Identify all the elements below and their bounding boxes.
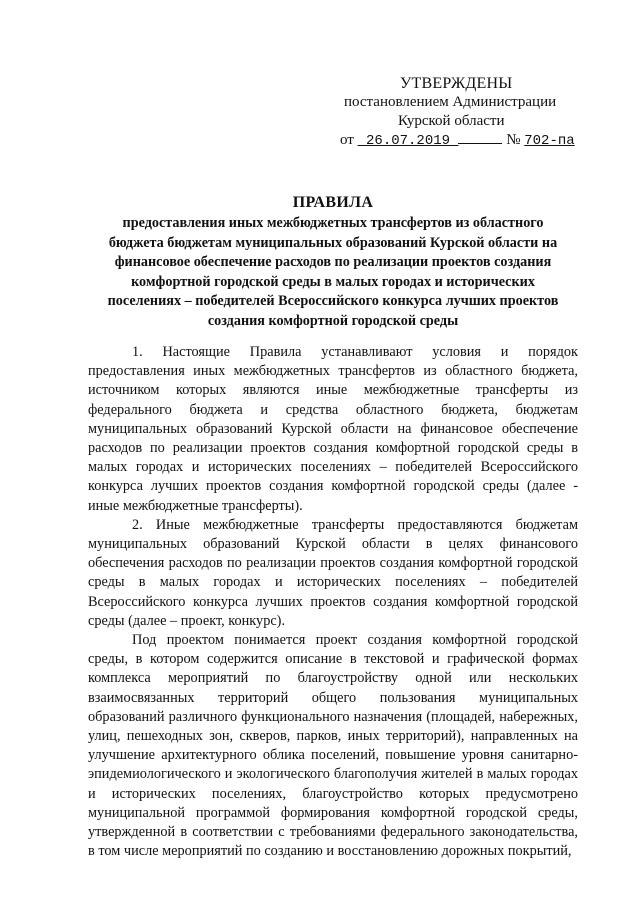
date-underline xyxy=(458,131,502,144)
approval-date: 26.07.2019 xyxy=(366,133,451,149)
title-line: поселениях – победителей Всероссийского конкурса лучших проектов xyxy=(107,293,559,309)
date-prefix: от xyxy=(340,132,354,148)
approval-region: Курской области xyxy=(398,113,505,129)
number-prefix: № xyxy=(506,132,521,148)
title-line: создания комфортной городской среды xyxy=(207,312,459,329)
document-body xyxy=(88,343,578,861)
approval-heading: УТВЕРЖДЕНЫ xyxy=(400,75,513,92)
title-line: бюджета бюджетам муниципальных образований Курской области на xyxy=(108,234,558,251)
approval-number: 702-па xyxy=(524,133,575,149)
paragraph-3: Под проектом понимается проект создания комфортной городской среды, в котором содержится описание в текстовой и графической формах комплекса мероприятий по благоустройству одной или нескольких взаимосвязанных территорий общего пользования муниципальных образований различного функционального назначения (площадей, набережных, улиц, пешеходных зон, скверов, парков, иных территорий), направленных на улучшение архитектурного облика поселений, повышение уровня санитарно-эпидемиологического и экологического благополучия жителей в малых городах и исторических поселениях, благоустройство которых предусмотрено муниципальной программой формирования комфортной городской среды, утвержденной в соответствии с требованиями федерального законодательства, в том числе мероприятий по созданию и восстановлению дорожных покрытий, xyxy=(88,632,578,860)
title-main: ПРАВИЛА xyxy=(292,194,374,211)
approval-stamp xyxy=(330,74,580,151)
approval-date-line xyxy=(330,131,580,151)
title-line: финансовое обеспечение расходов по реализации проектов создания xyxy=(114,254,552,270)
title-line: предоставления иных межбюджетных трансфертов из областного xyxy=(122,215,544,231)
document-title xyxy=(88,193,578,331)
title-line: комфортной городской среды в малых городах и исторических xyxy=(131,273,535,290)
approval-issuer: постановлением Администрации xyxy=(344,94,557,110)
paragraph-1: 1. Настоящие Правила устанавливают условия и порядок предоставления иных межбюджетных трансфертов из областного бюджета, источником которых являются иные межбюджетные трансферты из федерального бюджета и средства областного бюджета, бюджетам муниципальных образований Курской области на финансовое обеспечение расходов по реализации проектов создания комфортной городской среды в малых городах и исторических поселениях – победителей Всероссийского конкурса лучших проектов создания комфортной городской среды (далее - иные межбюджетные трансферты). xyxy=(88,344,578,514)
paragraph-2: 2. Иные межбюджетные трансферты предоставляются бюджетам муниципальных образований Курской области в целях финансового обеспечения расходов по реализации проектов создания комфортной городской среды в малых городах и исторических поселениях – победителей Всероссийского конкурса лучших проектов создания комфортной городской среды (далее – проект, конкурс). xyxy=(88,516,578,629)
